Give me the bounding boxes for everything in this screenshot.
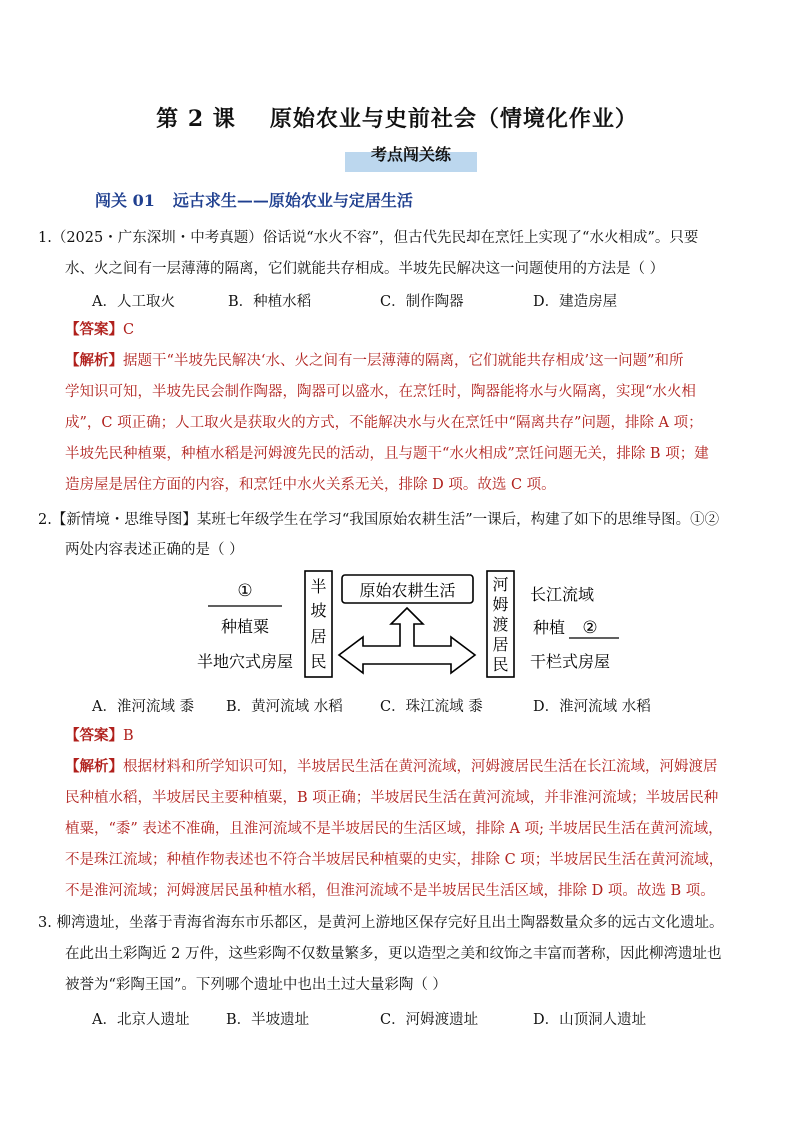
q3-line-3: 被誉为“彩陶王国”。下列哪个遗址中也出土过大量彩陶（ ） [65, 977, 447, 993]
q2-analysis-1 [65, 757, 718, 777]
q2-line-2: 两处内容表述正确的是（ ） [65, 542, 244, 558]
q2-analysis-2: 民种植水稻，半坡居民主要种植粟，B 项正确；半坡居民生活在黄河流域，并非淮河流域；半坡居民种 [65, 790, 719, 806]
answer-value: B [123, 728, 134, 744]
q3-option-a: A．北京人遗址 [92, 1012, 190, 1028]
q2-option-c: C．珠江流域 黍 [380, 699, 483, 715]
q2-analysis-4: 不是珠江流域；种植作物表述也不符合半坡居民种植粟的史实，排除 C 项；半坡居民生活在黄河流域， [65, 852, 724, 868]
page-title [0, 102, 794, 133]
lesson-number: 第 2 课 [156, 106, 236, 132]
right-blank-marker: ② [582, 618, 598, 638]
q3-line-2: 在此出土彩陶近 2 万件，这些彩陶不仅数量繁多，更以造型之美和纹饰之丰富而著称，因此柳湾遗址也 [65, 946, 722, 962]
q3-option-d: D．山顶洞人遗址 [533, 1012, 647, 1028]
q1-analysis-3: 成”，C 项正确；人工取火是获取火的方式，不能解决水与火在烹饪中“隔离共存”问题，排除 A 项； [65, 415, 703, 431]
left-house: 半地穴式房屋 [196, 652, 294, 671]
q3-line-1: 3. 柳湾遗址，坐落于青海省海东市乐都区，是黄河上游地区保存完好且出土陶器数量众多的远古文化遗址。 [38, 915, 724, 931]
banpo-char-2: 坡 [310, 601, 327, 620]
section-heading [95, 188, 413, 211]
q1-analysis-1 [65, 351, 684, 371]
q2-option-a: A．淮河流域 黍 [92, 699, 195, 715]
banpo-char-3: 居 [310, 627, 327, 646]
analysis-label: 【解析】 [65, 758, 123, 775]
answer-label: 【答案】 [65, 321, 123, 338]
double-arrow [339, 608, 475, 673]
q2-option-b: B．黄河流域 水稻 [226, 699, 343, 715]
lesson-name: 原始农业与史前社会（情境化作业） [269, 106, 638, 132]
q1-analysis-2: 学知识可知，半坡先民会制作陶器，陶器可以盛水，在烹饪时，陶器能将水与火隔离，实现“水火相 [65, 384, 696, 400]
banpo-char-4: 民 [310, 652, 327, 671]
q2-analysis-5: 不是淮河流域；河姆渡居民虽种植水稻，但淮河流域不是半坡居民生活区域，排除 D 项。故选 B 项。 [65, 883, 715, 899]
analysis-text: 据题干“半坡先民解决‘水、火之间有一层薄薄的隔离，它们就能共存相成’这一问题”和所 [123, 353, 684, 369]
right-region: 长江流域 [530, 585, 595, 604]
q3-option-c: C．河姆渡遗址 [380, 1012, 479, 1028]
answer-label: 【答案】 [65, 727, 123, 744]
hemudu-char-2: 姆 [492, 595, 509, 614]
mind-map-diagram [185, 566, 625, 682]
hemudu-char-3: 渡 [492, 615, 509, 634]
q2-line-1: 2.【新情境・思维导图】某班七年级学生在学习“我国原始农耕生活”一课后，构建了如下的思维导图。①② [38, 512, 720, 528]
hemudu-char-4: 居 [492, 635, 509, 654]
right-crop-prefix: 种植 [533, 618, 566, 637]
section-name: 远古求生——原始农业与定居生活 [172, 191, 413, 210]
banpo-char-1: 半 [310, 577, 327, 596]
q1-analysis-4: 半坡先民种植粟，种植水稻是河姆渡先民的活动，且与题干“水火相成”烹饪问题无关，排除 B 项；建 [65, 446, 709, 462]
q3-option-b: B．半坡遗址 [226, 1012, 310, 1028]
subtitle: 考点闯关练 [370, 145, 451, 164]
center-label: 原始农耕生活 [359, 581, 456, 600]
left-crop: 种植粟 [220, 617, 270, 636]
q1-option-b: B．种植水稻 [228, 294, 312, 310]
q1-answer [65, 320, 134, 340]
analysis-label: 【解析】 [65, 352, 123, 369]
left-blank-marker: ① [237, 581, 253, 601]
q1-analysis-5: 造房屋是居住方面的内容，和烹饪中水火关系无关，排除 D 项。故选 C 项。 [65, 477, 556, 493]
q2-analysis-3: 植粟，“黍” 表述不准确，且淮河流域不是半坡居民的生活区域，排除 A 项; 半坡居民生活在黄河流域， [65, 821, 723, 837]
answer-value: C [123, 322, 135, 338]
q2-option-d: D．淮河流域 水稻 [533, 699, 651, 715]
q1-line-2: 水、火之间有一层薄薄的隔离，它们就能共存相成。半坡先民解决这一问题使用的方法是（ ） [65, 261, 665, 277]
analysis-text: 根据材料和所学知识可知，半坡居民生活在黄河流域，河姆渡居民生活在长江流域，河姆渡居 [123, 759, 718, 775]
hemudu-char-1: 河 [492, 575, 509, 594]
hemudu-char-5: 民 [492, 655, 509, 674]
q1-option-a: A．人工取火 [92, 294, 175, 310]
q2-answer [65, 726, 134, 746]
q1-line-1: 1.（2025・广东深圳・中考真题）俗话说“水火不容”，但古代先民却在烹饪上实现了“水火相成”。只要 [38, 230, 699, 246]
section-number: 闯关 01 [95, 191, 155, 210]
right-house: 干栏式房屋 [530, 652, 611, 671]
q1-option-d: D．建造房屋 [533, 294, 618, 310]
q1-option-c: C．制作陶器 [380, 294, 464, 310]
